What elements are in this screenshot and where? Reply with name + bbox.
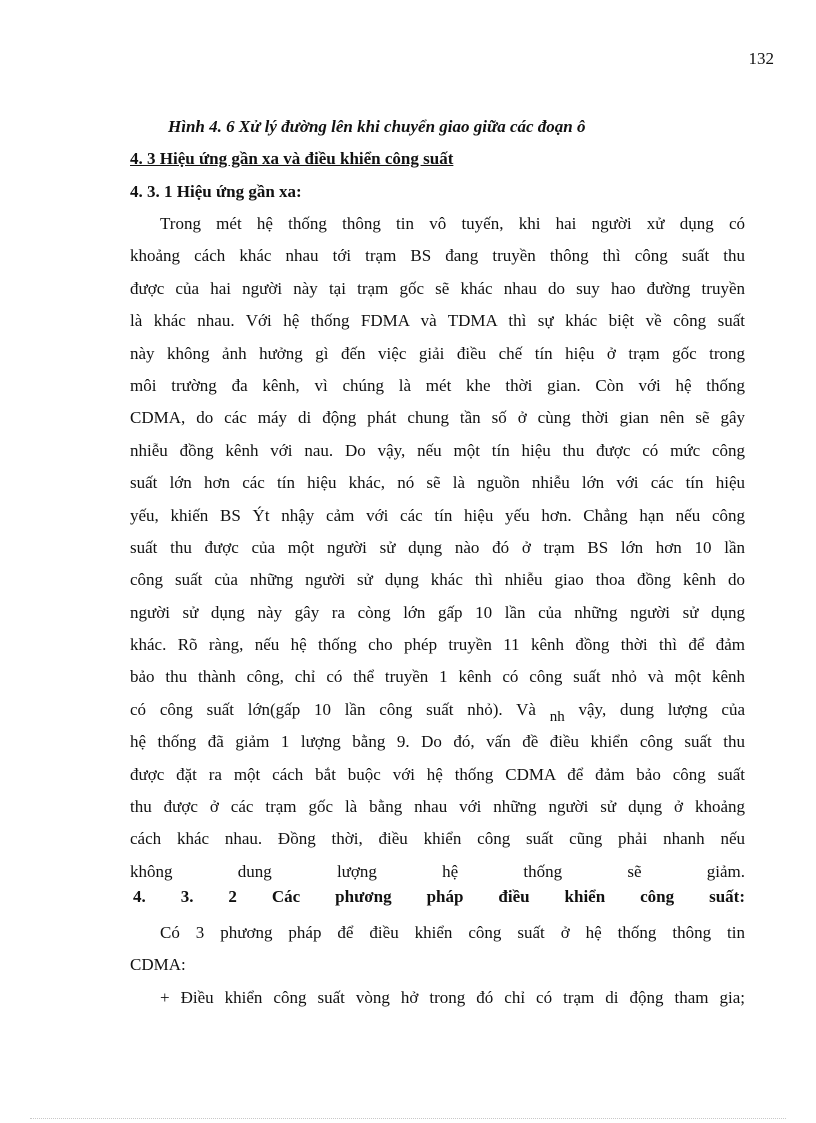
text-line-with-subscript: [130, 694, 745, 726]
text-line: được của hai người này tại trạm gốc sẽ khác nhau do suy hao đường truyền: [130, 278, 745, 298]
text-line: thu được ở các trạm gốc là bằng nhau với những người sử dụng ở khoảng: [130, 797, 745, 817]
text-line: khoảng cách khác nhau tới trạm BS đang truyền thông thì công suất thu: [130, 246, 745, 266]
text-line: công suất của những người sử dụng khác thì nhiễu giao thoa đồng kênh do: [130, 570, 745, 590]
section-heading: 4. 3 Hiệu ứng gần xa và điều khiển công suất: [130, 149, 454, 168]
text-line: khác. Rõ ràng, nếu hệ thống cho phép truyền 11 kênh đồng thời thì để đảm: [130, 635, 745, 655]
text-line: Trong mét hệ thống thông tin vô tuyến, khi hai người xử dụng có: [160, 214, 745, 233]
text-line: này không ảnh hưởng gì đến việc giải điều chế tín hiệu ở trạm gốc trong: [130, 343, 745, 363]
figure-caption: Hình 4. 6 Xử lý đường lên khi chuyển giao giữa các đoạn ô: [168, 117, 586, 136]
text-line: suất lớn hơn các tín hiệu khác, nó sẽ là nguồn nhiễu lớn với các tín hiệu: [130, 473, 745, 493]
text-line: người sử dụng này gây ra còng lớn gấp 10 lần của những người sử dụng: [130, 602, 745, 622]
line-part-after: vậy, dung lượng của: [578, 699, 746, 719]
text-line: nhiễu đồng kênh với nau. Do vậy, nếu một tín hiệu thu được có mức công: [130, 440, 745, 460]
text-line: là khác nhau. Với hệ thống FDMA và TDMA thì sự khác biệt về công suất: [130, 311, 745, 331]
text-line: suất thu được của một người sử dụng nào đó ở trạm BS lớn hơn 10 lần: [130, 537, 745, 557]
subsection-heading-near-far: 4. 3. 1 Hiệu ứng gần xa:: [130, 182, 302, 201]
paragraph-near-far-effect: [130, 208, 745, 888]
text-line: cách khác nhau. Đồng thời, điều khiển công suất cũng phải nhanh nếu: [130, 829, 745, 849]
subscript-text: nh: [549, 708, 565, 725]
text-line: CDMA:: [130, 955, 186, 975]
text-line: + Điều khiển công suất vòng hở trong đó chỉ có trạm di động tham gia;: [160, 987, 745, 1007]
text-line: Có 3 phương pháp để điều khiển công suất ở hệ thống thông tin: [160, 923, 745, 942]
text-line: môi trường đa kênh, vì chúng là mét khe thời gian. Còn với hệ thống: [130, 375, 745, 395]
text-line: CDMA, do các máy di động phát chung tần số ở cùng thời gian nên sẽ gây: [130, 408, 745, 428]
footer-divider: [30, 1118, 786, 1119]
text-line: yếu, khiến BS Ýt nhậy cảm với các tín hiệu yếu hơn. Chẳng hạn nếu công: [130, 505, 745, 525]
line-part-before: có công suất lớn(gấp 10 lần công suất nhỏ). Và: [130, 699, 536, 719]
text-line: hệ thống đã giảm 1 lượng bằng 9. Do đó, vấn đề điều khiển công suất thu: [130, 732, 745, 752]
page-number: 132: [748, 49, 774, 68]
subsection-heading-power-control-methods: 4. 3. 2 Các phương pháp điều khiển công suất:: [133, 887, 745, 906]
text-line: không dung lượng hệ thống sẽ giảm.: [130, 861, 745, 881]
paragraph-power-control-methods: [130, 917, 745, 1014]
text-line: bảo thu thành công, chỉ có thể truyền 1 kênh có công suất nhỏ và một kênh: [130, 667, 745, 687]
text-line: được đặt ra một cách bắt buộc với hệ thống CDMA để đảm bảo công suất: [130, 764, 745, 784]
